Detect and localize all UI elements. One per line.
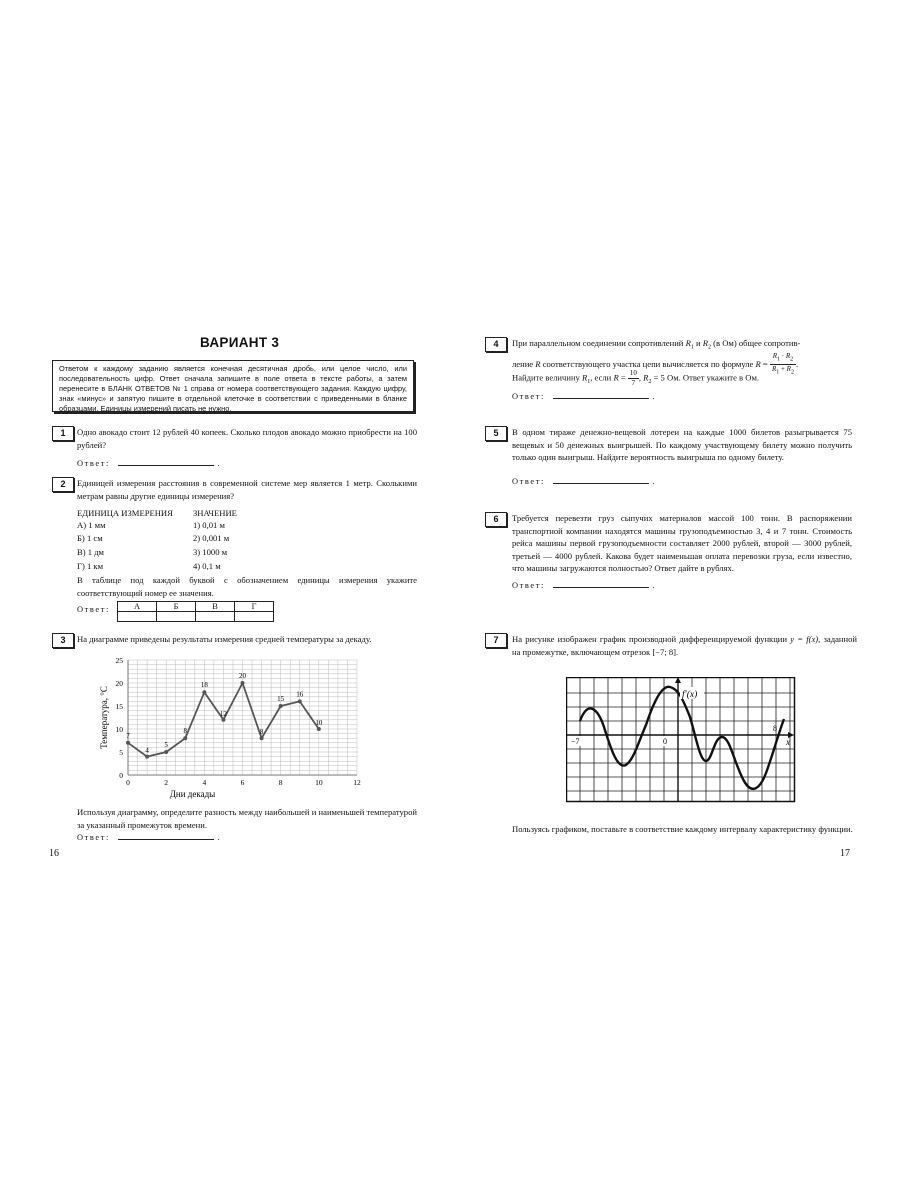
task4-text-b: и	[695, 338, 701, 348]
task2-col1-header: ЕДИНИЦА ИЗМЕРЕНИЯ	[77, 508, 173, 518]
task7-function: y = f(x),	[790, 634, 821, 644]
x-axis-label: x	[786, 737, 790, 747]
formula-num-r2: R	[785, 352, 791, 360]
answer-label: Ответ:	[512, 477, 545, 486]
task4-answer-field[interactable]	[553, 390, 649, 399]
task-number-3: 3	[52, 633, 74, 648]
task4-text-f: Найдите величину	[512, 372, 580, 383]
task-number-4: 4	[485, 337, 507, 352]
task2-instruction: В таблице под каждой буквой с обозначением единицы измерения укажите соответствующий номер ее значения.	[77, 575, 417, 598]
given-sub2: 2	[648, 379, 652, 386]
fraction-numerator: 10	[629, 369, 637, 377]
data-point	[183, 736, 187, 740]
task-number-5: 5	[485, 426, 507, 441]
answer-col-d: Г	[235, 602, 274, 612]
task4-line3: Найдите величину $R_1$, если R = $\frac{10}{7}$ , $R_2 = 5$ Ом. Ответ укажите в Ом.	[512, 369, 760, 387]
answer-label: Ответ:	[77, 459, 110, 468]
data-point	[221, 718, 225, 722]
find-sub1: 1	[587, 379, 591, 386]
data-point	[164, 750, 168, 754]
data-point	[298, 699, 302, 703]
graph-curve-label: f′(x)	[682, 690, 698, 700]
data-point	[241, 681, 245, 685]
task2-unit-d: Г) 1 км	[77, 561, 104, 571]
data-label: 5	[164, 741, 168, 749]
task1-answer-row: Ответ: .	[77, 459, 222, 468]
y-tick-label: 0	[119, 771, 123, 780]
answer-label: Ответ:	[512, 581, 545, 590]
task7-text-a: На рисунке изображен график производной дифференцируемой функции	[512, 634, 788, 644]
task4-text-g: , если	[590, 372, 612, 383]
formula-num-r1: R	[772, 352, 778, 360]
task4-answer-row: Ответ: .	[512, 392, 657, 401]
task-number-7: 7	[485, 633, 507, 648]
data-point	[145, 755, 149, 759]
task1-text: Одно авокадо стоит 12 рублей 40 копеек. Сколько плодов авокадо можно приобрести на 100 рублей?	[77, 427, 417, 450]
x-tick-label: 6	[240, 778, 245, 787]
page-number-left: 16	[49, 848, 59, 859]
task7-text	[512, 633, 857, 658]
task4-text-c: (в Ом) общее сопротив-	[713, 338, 801, 348]
task1-answer-field[interactable]	[118, 457, 214, 466]
formula-den-sub1: 1	[776, 369, 780, 376]
x-tick-label: 0	[126, 778, 130, 787]
task7-text-b: заданной на промежутке, включающем отрезок [−7; 8].	[512, 634, 857, 657]
formula-num-sub2: 2	[790, 356, 794, 363]
data-label: 20	[239, 672, 246, 680]
data-point	[317, 727, 321, 731]
data-point	[202, 690, 206, 694]
task2-text: Единицей измерения расстояния в современной системе мер является 1 метр. Сколькими метрам равны другие единицы измерения?	[77, 478, 417, 501]
sub-2: 2	[707, 344, 711, 351]
task3-question: Используя диаграмму, определите разность между наибольшей и наименьшей температурой за указанный промежуток времени.	[77, 807, 417, 830]
task2-answer-label: Ответ:	[77, 605, 110, 614]
answer-col-a: А	[118, 602, 157, 612]
y-tick-label: 25	[115, 656, 123, 665]
data-label: 15	[277, 695, 285, 703]
task5-answer-row: Ответ: .	[512, 477, 657, 486]
x-tick-label: 4	[202, 778, 207, 787]
data-label: 10	[315, 719, 323, 727]
fraction-denominator: 7	[631, 379, 636, 387]
var-r2: R	[702, 338, 708, 348]
answer-cell-d[interactable]	[235, 612, 274, 622]
task6-answer-row: Ответ: .	[512, 581, 657, 590]
task3-answer-row: Ответ: .	[77, 833, 222, 842]
sub-1: 1	[690, 344, 694, 351]
task2-value-2: 2) 0,001 м	[193, 533, 230, 543]
answer-cell-a[interactable]	[118, 612, 157, 622]
answer-col-c: В	[196, 602, 235, 612]
x-tick-label: 2	[164, 778, 169, 787]
task2-value-3: 3) 1000 м	[193, 547, 228, 557]
formula-denominator: $R_1 + R_2$	[771, 365, 794, 376]
page-number-right: 17	[840, 848, 850, 859]
formula-den-r1: R	[771, 365, 777, 374]
data-point	[279, 704, 283, 708]
formula-r: R	[755, 358, 761, 369]
given-r2: R	[643, 372, 649, 383]
data-label: 4	[145, 746, 149, 755]
instructions-box: Ответом к каждому заданию является конечная десятичная дробь, или целое число, или последовательность цифр. Ответ сначала запишите в поле ответа в тексте работы, а затем перенесите в БЛАНК ОТВЕТОВ № 1 справа от номера соответствующего задания. Каждую цифру, знак «минус» и запятую пишите в отдельной клеточке в соответствии с приведенными в бланке образцами. Единицы измерений писать не нужно.	[52, 360, 414, 412]
task2-unit-c: В) 1 дм	[77, 547, 104, 557]
chart-data-labels	[126, 672, 323, 755]
task4-line2: ление R соответствующего участка цепи вычисляется по формуле R = $\frac{R_1 \cdot R_2}{R_1 + R_2}$ .	[512, 352, 799, 376]
task2-unit-a: А) 1 мм	[77, 520, 106, 530]
task5-text: В одном тираже денежно-вещевой лотереи на каждые 1000 билетов разыгрывается 75 вещевых и 50 денежных выигрышей. По каждому участвующему билету можно получить только один выигрыш. Найдите вероятность выигрыша по одному билету.	[512, 427, 852, 462]
data-label: 18	[200, 681, 208, 690]
y-tick-label: 5	[119, 748, 123, 757]
given-r: R	[613, 372, 619, 383]
task3-answer-field[interactable]	[118, 831, 214, 840]
task6-text: Требуется перевезти груз сыпучих материалов массой 100 тонн. В распоряжении транспортной компании находятся машины грузоподъемностью 3, 4 и 7 тонн. Стоимость рейса машины первой грузоподъемности составляет 2000 рублей, второй — 3000 рублей, третьей — 4000 рублей. Какова будет наименьшая оплата перевозки груза, если известно, что машины загружаются полностью? Ответ дайте в рублях.	[512, 513, 852, 573]
answer-label: Ответ:	[512, 392, 545, 401]
answer-cell-b[interactable]	[157, 612, 196, 622]
formula-num-sub1: 1	[777, 356, 781, 363]
given-fraction	[628, 369, 639, 388]
chart-x-axis-label: Дни декады	[169, 789, 216, 799]
task2-col2-header: ЗНАЧЕНИЕ	[193, 508, 237, 518]
data-label: 8	[183, 727, 187, 736]
y-tick-label: 10	[115, 725, 123, 734]
task2-unit-b: Б) 1 см	[77, 533, 103, 543]
y-tick-label: 20	[115, 679, 123, 688]
answer-label: Ответ:	[77, 833, 110, 842]
data-label: 7	[126, 731, 130, 740]
task3-text: На диаграмме приведены результаты измерения средней температуры за декаду.	[77, 634, 372, 644]
var-r: R	[535, 358, 541, 369]
x-tick-label: 8	[278, 778, 283, 787]
task5-answer-field[interactable]	[553, 475, 649, 484]
data-label: 8	[259, 728, 264, 737]
data-label: 12	[219, 709, 227, 718]
find-r1: R	[582, 372, 588, 383]
data-point	[260, 736, 264, 740]
task-number-6: 6	[485, 512, 507, 527]
temperature-chart	[95, 650, 375, 800]
formula-den-r2: R	[786, 365, 791, 374]
task4-text-d: ление	[512, 358, 534, 369]
x-tick-label: 12	[353, 778, 361, 787]
task4-text-a: При параллельном соединении сопротивлений	[512, 338, 684, 348]
task6-answer-field[interactable]	[553, 579, 649, 588]
task7-question: Пользуясь графиком, поставьте в соответствие каждому интервалу характеристику функции.	[512, 824, 853, 834]
variant-title: ВАРИАНТ 3	[200, 335, 280, 350]
formula-den-sub2: 2	[790, 369, 794, 376]
task4-text-h: = 5 Ом. Ответ укажите в Ом.	[653, 372, 760, 383]
task-number-2: 2	[52, 477, 74, 492]
tick-zero: 0	[663, 737, 667, 746]
formula-numerator: $R_1 \cdot R_2$	[770, 352, 796, 365]
derivative-graph	[566, 677, 796, 803]
task2-answer-table	[117, 601, 274, 622]
task2-value-1: 1) 0,01 м	[193, 520, 225, 530]
var-r1: R	[685, 338, 691, 348]
data-point	[126, 741, 130, 745]
tick-pos8: 8	[773, 724, 777, 733]
tick-neg7: −7	[571, 737, 580, 746]
answer-cell-c[interactable]	[196, 612, 235, 622]
data-label: 16	[296, 690, 304, 699]
task4-text-e: соответствующего участка цепи вычисляется по формуле	[542, 358, 754, 369]
answer-col-b: Б	[157, 602, 196, 612]
chart-y-axis-label: Температура, °С	[99, 686, 109, 749]
task-number-1: 1	[52, 426, 74, 441]
x-tick-label: 10	[315, 778, 323, 787]
y-tick-label: 15	[115, 702, 123, 711]
task2-value-4: 4) 0,1 м	[193, 561, 221, 571]
